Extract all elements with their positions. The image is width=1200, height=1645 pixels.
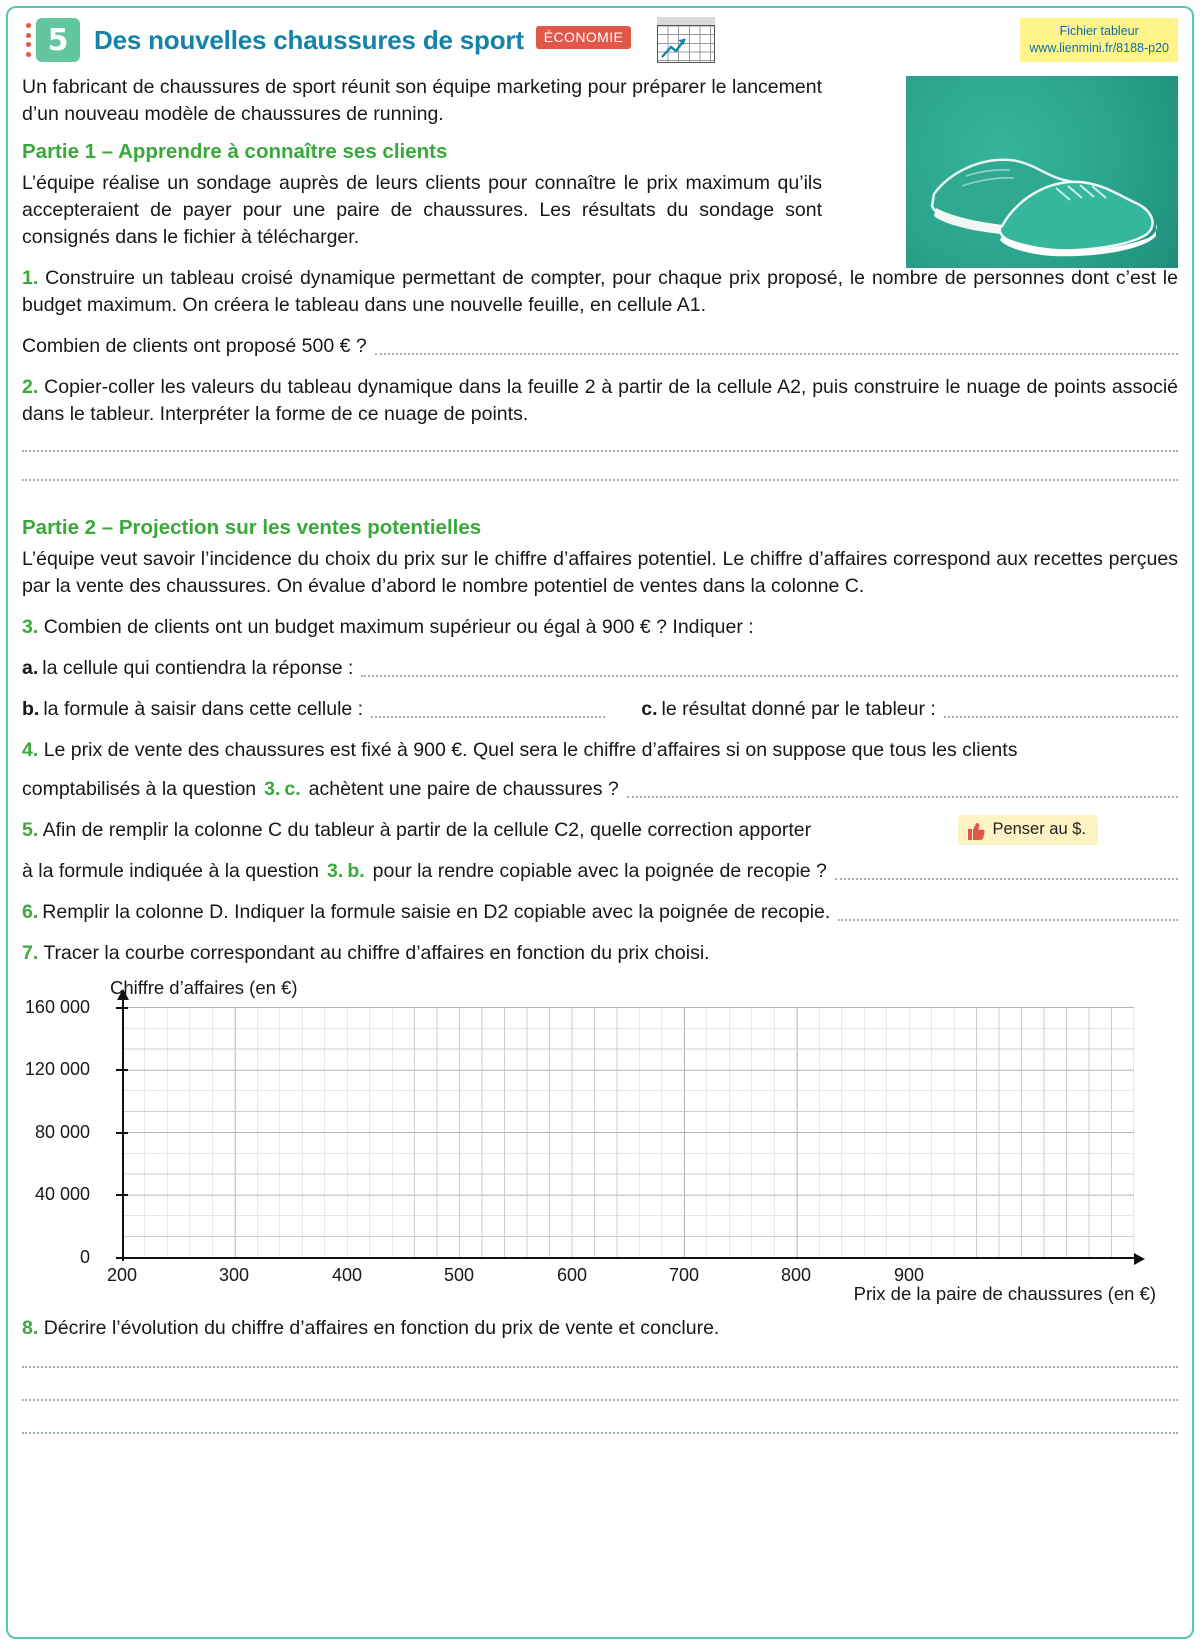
question-1-number: 1.: [22, 267, 39, 289]
part2-paragraph: L’équipe veut savoir l’incidence du choix du prix sur le chiffre d’affaires potentiel. Le chiffre d’affaires correspond aux recettes perçues par la vente des chaussures. On évalue d’abord le nombre potentiel de ventes dans la colonne C.: [22, 548, 1178, 597]
answer-line[interactable]: [371, 716, 605, 718]
question-8-number: 8.: [22, 1317, 39, 1339]
question-3-text: Combien de clients ont un budget maximum supérieur ou égal à 900 € ? Indiquer :: [43, 616, 754, 638]
chart-plot-grid: [122, 1007, 1134, 1257]
chart-xtick-400: 400: [331, 1265, 363, 1285]
question-4-text: Le prix de vente des chaussures est fixé à 900 €. Quel sera le chiffre d’affaires si on suppose que tous les clients: [43, 739, 1018, 761]
chart-xtick-800: 800: [780, 1265, 812, 1285]
question-3: [22, 614, 1178, 641]
chart-ytick-80000: 80 000: [34, 1122, 90, 1142]
answer-line[interactable]: [627, 796, 1178, 798]
answer-line[interactable]: [361, 675, 1178, 677]
question-5-ref-2: b.: [347, 860, 365, 882]
question-5-number: 5.: [22, 819, 39, 841]
chart-xtick-300: 300: [218, 1265, 250, 1285]
question-5-ref-1: 3.: [327, 860, 344, 882]
question-2-number: 2.: [22, 376, 39, 398]
answer-line[interactable]: [838, 919, 1178, 921]
trend-arrow-icon: [661, 35, 687, 59]
question-3c-label: c.: [641, 698, 658, 720]
file-link-box[interactable]: [1020, 18, 1178, 62]
question-8-text: Décrire l’évolution du chiffre d’affaires en fonction du prix de vente et conclure.: [43, 1317, 720, 1339]
part1-title: Partie 1 – Apprendre à connaître ses clients: [22, 140, 448, 163]
chart-y-axis-label: Chiffre d’affaires (en €): [110, 977, 298, 998]
question-5: [22, 817, 1178, 885]
question-5-text-cont: à la formule indiquée à la question: [22, 860, 320, 882]
question-3-number: 3.: [22, 616, 39, 638]
question-3a: [22, 655, 1178, 682]
question-3b-label: b.: [22, 698, 40, 720]
chart-y-axis: [122, 999, 124, 1261]
chart-ytick-120000: 120 000: [24, 1059, 90, 1079]
chart-ytick-40000: 40 000: [34, 1184, 90, 1204]
question-4-text-end: achètent une paire de chaussures ?: [308, 778, 619, 800]
chart-x-axis: [122, 1257, 1138, 1259]
question-3b-text: la formule à saisir dans cette cellule :: [43, 698, 364, 720]
question-3bc: [22, 696, 1178, 723]
answer-line[interactable]: [944, 716, 1178, 718]
question-4-ref-2: c.: [284, 778, 301, 800]
question-1-sub-text: Combien de clients ont proposé 500 € ?: [22, 335, 367, 357]
chart-revenue-vs-price: [22, 977, 1178, 1307]
question-7-number: 7.: [22, 942, 39, 964]
answer-line[interactable]: [22, 1399, 1178, 1401]
file-box-label: Fichier tableur: [1059, 24, 1139, 39]
chart-ytick-160000: 160 000: [24, 997, 90, 1017]
tip-text: Penser au $.: [992, 820, 1086, 838]
question-3a-text: la cellule qui contiendra la réponse :: [42, 657, 354, 679]
file-box-url: www.lienmini.fr/8188-p20: [1029, 41, 1169, 55]
exercise-header: [22, 14, 1178, 66]
question-1-text: Construire un tableau croisé dynamique permettant de compter, pour chaque prix proposé, le nombre de personnes dont c’est le budget maximum. On créera le tableau dans une nouvelle feuille, en cellule A1.: [22, 267, 1178, 316]
question-3c-text: le résultat donné par le tableur :: [661, 698, 936, 720]
question-2: [22, 374, 1178, 428]
exercise-number: 5: [36, 18, 80, 62]
question-4-number: 4.: [22, 739, 39, 761]
part1-paragraph: L’équipe réalise un sondage auprès de leurs clients pour connaître le prix maximum qu’ils accepteraient de payer pour une paire de chaussures. Les résultats du sondage sont consignés dans le fichier à télécharger.: [22, 172, 822, 248]
question-4-text-cont: comptabilisés à la question: [22, 778, 257, 800]
question-7-text: Tracer la courbe correspondant au chiffre d’affaires en fonction du prix choisi.: [43, 942, 710, 964]
question-6-number: 6.: [22, 901, 39, 923]
answer-line[interactable]: [835, 878, 1178, 880]
answer-lines-q2: [22, 450, 1178, 486]
question-4-ref-1: 3.: [264, 778, 281, 800]
answer-line[interactable]: [375, 353, 1178, 355]
thumbs-up-icon: [965, 820, 987, 842]
question-1-answer-row: [22, 333, 1178, 360]
chart-xtick-200: 200: [106, 1265, 138, 1285]
chart-xtick-500: 500: [443, 1265, 475, 1285]
exercise-body: [22, 74, 1178, 1439]
answer-lines-q8: [22, 1366, 1178, 1439]
question-5-text: Afin de remplir la colonne C du tableur à partir de la cellule C2, quelle correction apporter: [42, 819, 812, 841]
chart-x-axis-arrow: [1134, 1253, 1145, 1265]
answer-line[interactable]: [22, 1432, 1178, 1434]
answer-line[interactable]: [22, 1366, 1178, 1368]
part2-title: Partie 2 – Projection sur les ventes potentielles: [22, 516, 482, 539]
chart-x-axis-label: Prix de la paire de chaussures (en €): [853, 1283, 1156, 1304]
question-8: [22, 1315, 1178, 1342]
question-6: [22, 899, 1178, 926]
question-6-text: Remplir la colonne D. Indiquer la formule saisie en D2 copiable avec la poignée de recopie.: [42, 901, 831, 923]
tip-bubble: [958, 815, 1098, 845]
chart-xtick-600: 600: [556, 1265, 588, 1285]
decorative-dots: [22, 23, 34, 57]
page-title: Des nouvelles chaussures de sport: [94, 24, 524, 55]
question-3a-label: a.: [22, 657, 39, 679]
question-7: [22, 940, 1178, 967]
answer-line[interactable]: [22, 479, 1178, 481]
chart-xtick-900: 900: [893, 1265, 925, 1285]
chart-ytick-0: 0: [79, 1247, 90, 1267]
question-1: [22, 265, 1178, 319]
question-4: [22, 737, 1178, 803]
intro-paragraph: Un fabricant de chaussures de sport réunit son équipe marketing pour préparer le lancement d’un nouveau modèle de chaussures de running.: [22, 76, 822, 125]
question-5-text-end: pour la rendre copiable avec la poignée de recopie ?: [372, 860, 827, 882]
answer-line[interactable]: [22, 450, 1178, 452]
status-badge: ÉCONOMIE: [536, 26, 631, 49]
chart-y-axis-arrow: [117, 989, 129, 1000]
question-2-text: Copier-coller les valeurs du tableau dynamique dans la feuille 2 à partir de la cellule A2, puis construire le nuage de points associé dans le tableur. Interpréter la forme de ce nuage de points.: [22, 376, 1179, 425]
chart-xtick-700: 700: [668, 1265, 700, 1285]
spreadsheet-icon: [657, 17, 715, 63]
